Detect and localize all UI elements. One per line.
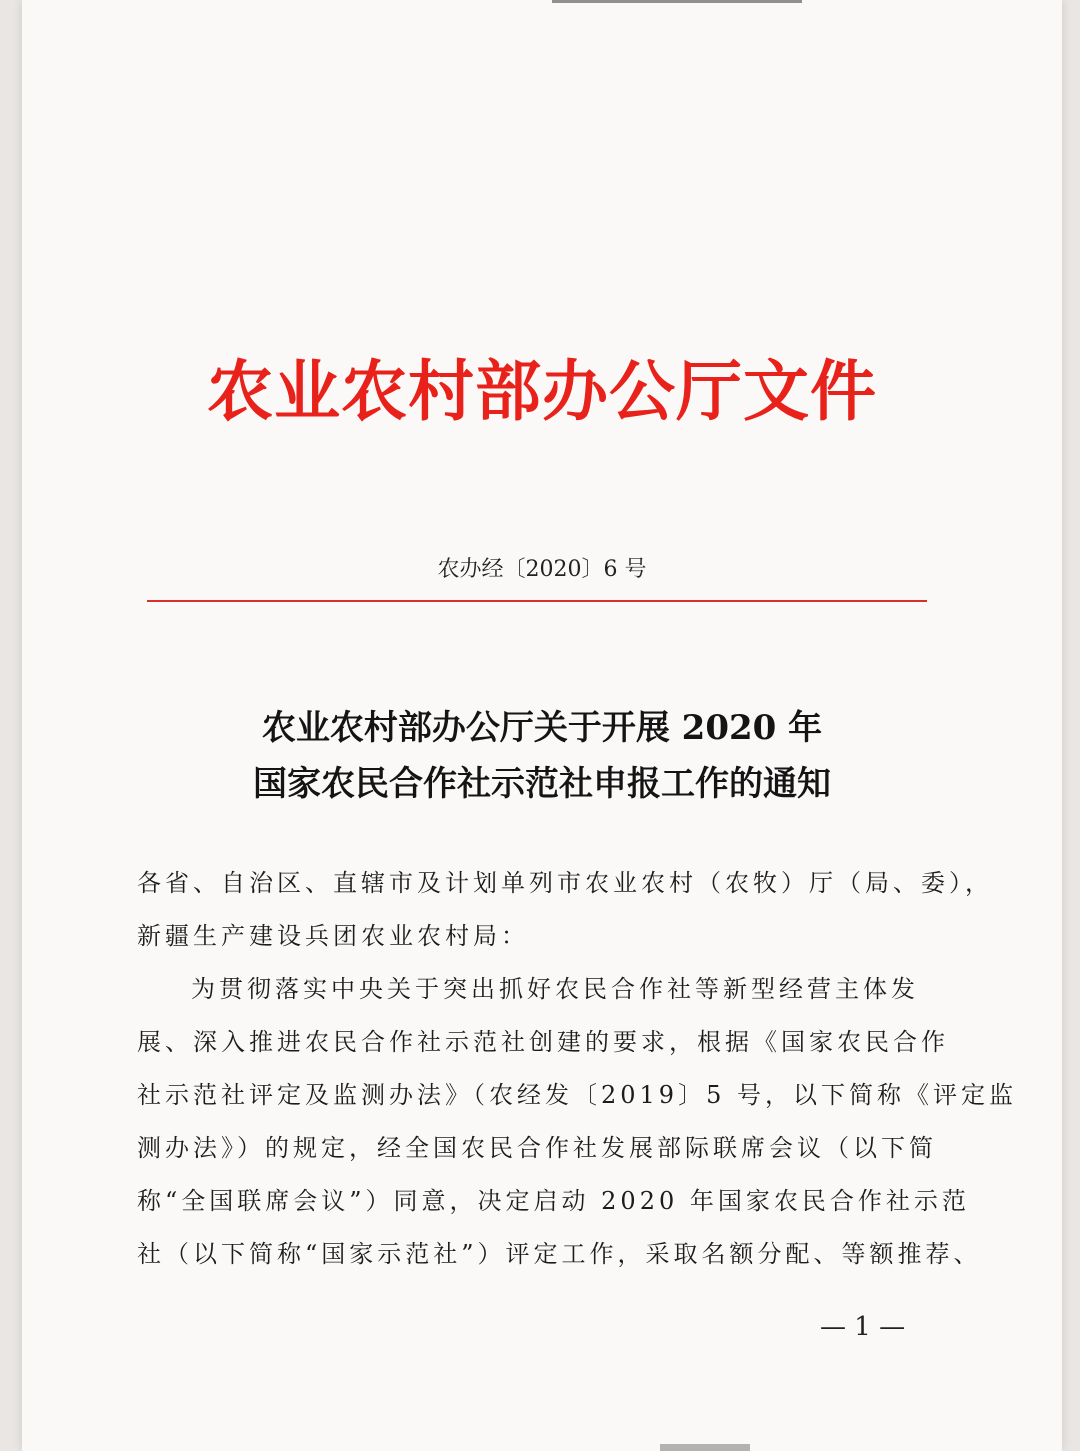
body-paragraph-line: 社（以下简称“国家示范社”）评定工作，采取名额分配、等额推荐、 — [137, 1240, 982, 1268]
addressee-line-2: 新疆生产建设兵团农业农村局： — [137, 922, 529, 950]
body-paragraph-line: 测办法》）的规定，经全国农民合作社发展部际联席会议（以下简 — [137, 1134, 937, 1162]
next-page-edge — [660, 1444, 750, 1451]
body-paragraph-line: 社示范社评定及监测办法》（农经发〔2019〕5 号，以下简称《评定监 — [137, 1081, 1017, 1109]
notice-title-line-2: 国家农民合作社示范社申报工作的通知 — [253, 764, 831, 804]
document-page — [22, 0, 1062, 1451]
body-paragraph-line: 展、深入推进农民合作社示范社创建的要求，根据《国家农民合作 — [137, 1028, 949, 1056]
body-paragraph-line: 为贯彻落实中央关于突出抓好农民合作社等新型经营主体发 — [191, 975, 919, 1003]
addressee-line-1: 各省、自治区、直辖市及计划单列市农业农村（农牧）厅（局、委）， — [137, 869, 993, 897]
red-separator-line — [147, 600, 927, 602]
document-number: 农办经〔2020〕6 号 — [437, 557, 647, 582]
notice-body — [137, 857, 1017, 1281]
page-edge-shadow — [552, 0, 802, 3]
body-paragraph-line: 称“全国联席会议”）同意，决定启动 2020 年国家农民合作社示范 — [137, 1187, 970, 1215]
page-number: — 1 — — [820, 1312, 906, 1342]
issuer-header-title: 农业农村部办公厅文件 — [207, 353, 877, 430]
notice-title — [22, 700, 1062, 812]
notice-title-line-1: 农业农村部办公厅关于开展 2020 年 — [261, 708, 823, 748]
